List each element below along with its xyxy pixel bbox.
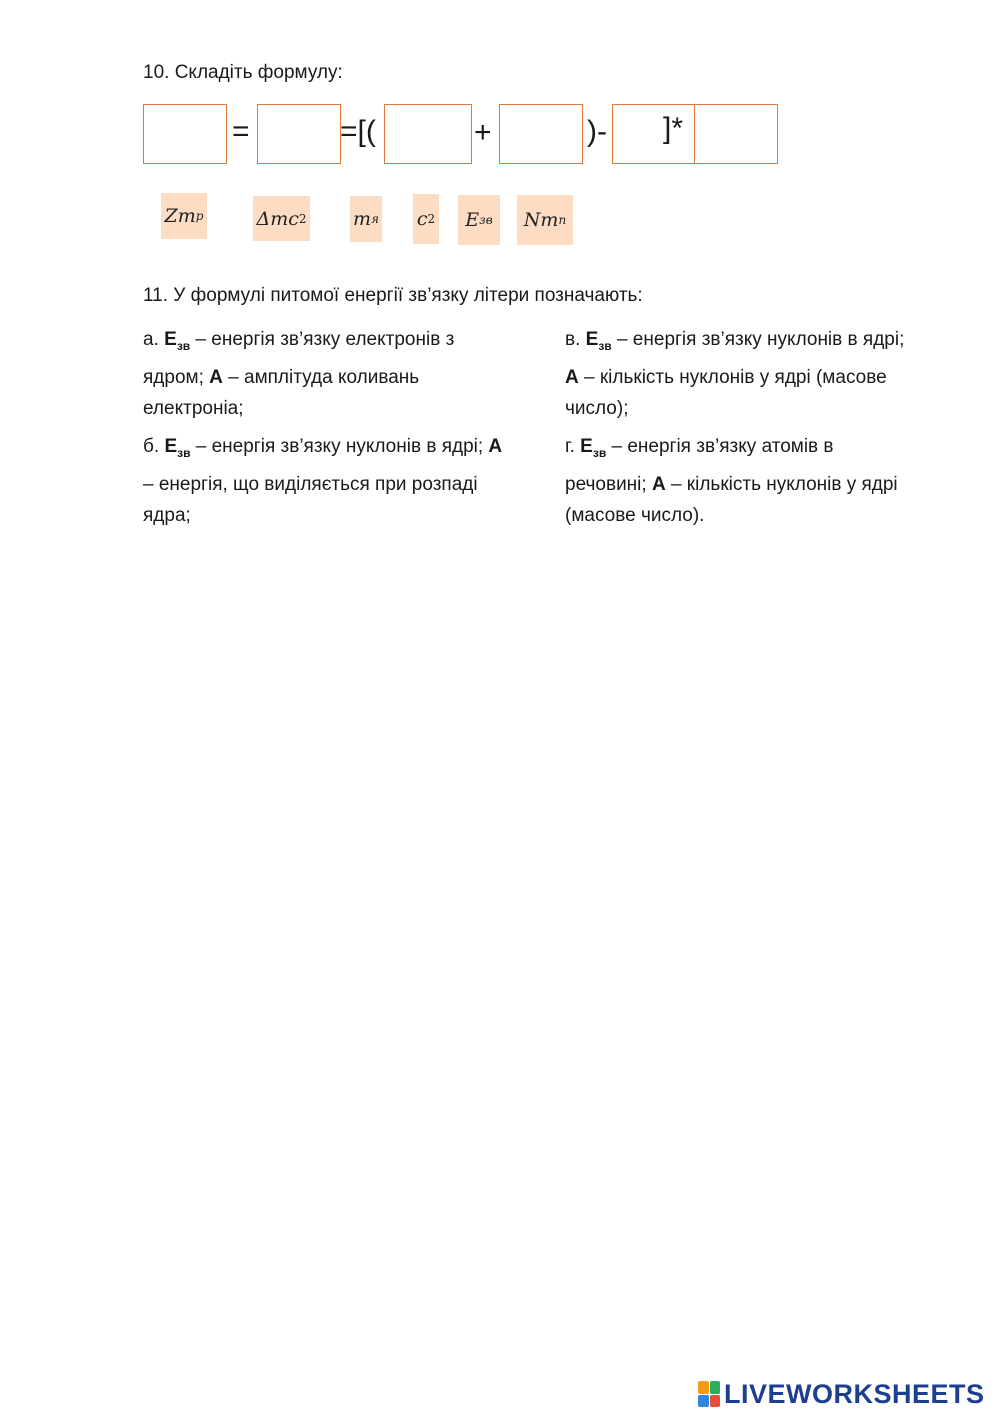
option-text-1: – енергія зв’язку нуклонів в ядрі; — [190, 436, 489, 457]
option-text-1: – енергія зв’язку нуклонів в ядрі; — [611, 329, 905, 350]
option-b[interactable] — [143, 431, 503, 531]
times-bracket: ]* — [663, 112, 684, 145]
equals-sign: = — [232, 115, 250, 148]
option-text-2: – кількість нуклонів у ядрі (масове число); — [565, 366, 887, 419]
tile-sub: зв — [479, 213, 493, 227]
option-text-2: – енергія, що виділяється при розпаді ядра; — [143, 473, 478, 526]
e-symbol: E — [164, 329, 177, 350]
drop-box-2[interactable] — [257, 104, 341, 164]
tile-main: Nm — [523, 209, 559, 231]
tile-main: Δmc — [256, 207, 299, 230]
tile-main: E — [465, 209, 480, 231]
e-symbol: E — [580, 436, 593, 457]
option-text-1: – енергія зв’язку атомів в речовині; — [565, 436, 834, 495]
tile-sub: я — [371, 212, 379, 226]
option-text-2: – амплітуда коливань електроніа; — [143, 366, 420, 419]
tile-e-zv[interactable] — [458, 195, 500, 245]
e-symbol: E — [164, 436, 178, 457]
e-symbol: E — [585, 329, 599, 350]
e-subscript: зв — [598, 338, 612, 353]
option-letter: б. — [143, 436, 160, 457]
a-symbol: A — [651, 473, 666, 495]
question-10-title: 10. Складіть формулу: — [143, 62, 343, 83]
drop-box-5[interactable] — [612, 104, 696, 164]
drop-box-1[interactable] — [143, 104, 227, 164]
option-letter: в. — [565, 329, 581, 350]
tile-main: Zm — [164, 205, 196, 227]
option-letter: а. — [143, 329, 159, 350]
minus-bracket: )- — [587, 115, 607, 148]
liveworksheets-logo[interactable] — [698, 1378, 985, 1410]
logo-text: LIVEWORKSHEETS — [724, 1378, 985, 1409]
tile-delta-mc2[interactable] — [253, 196, 310, 241]
plus-sign: + — [474, 116, 492, 149]
a-symbol: A — [209, 366, 223, 388]
tile-sub: p — [195, 209, 204, 223]
option-text-2: – кількість нуклонів у ядрі (масове число). — [565, 473, 898, 526]
question-11-title: 11. У формулі питомої енергії зв’язку літери позначають: — [143, 285, 643, 306]
option-a[interactable] — [143, 324, 503, 424]
option-v[interactable] — [565, 324, 910, 424]
option-text-1: – енергія зв’язку електронів з ядром; — [143, 329, 455, 388]
tile-sup: 2 — [427, 212, 436, 226]
tile-sup: 2 — [298, 211, 307, 226]
option-g[interactable] — [565, 431, 910, 531]
tile-zmp[interactable] — [161, 193, 207, 239]
tile-c2[interactable] — [413, 194, 439, 244]
tile-main: c — [416, 208, 428, 230]
tile-sub: n — [558, 213, 567, 227]
e-subscript: зв — [592, 445, 607, 460]
e-subscript: зв — [177, 445, 191, 460]
option-letter: г. — [565, 436, 575, 457]
tile-nmn[interactable] — [517, 195, 573, 245]
equals-bracket: =[( — [340, 115, 376, 148]
tile-m-ya[interactable] — [350, 196, 382, 242]
drop-box-4[interactable] — [499, 104, 583, 164]
a-symbol: A — [488, 436, 503, 457]
a-symbol: A — [565, 366, 579, 388]
drop-box-3[interactable] — [384, 104, 472, 164]
logo-icon — [698, 1381, 720, 1407]
e-subscript: зв — [176, 338, 191, 353]
tile-main: m — [353, 208, 372, 230]
drop-box-6[interactable] — [694, 104, 778, 164]
